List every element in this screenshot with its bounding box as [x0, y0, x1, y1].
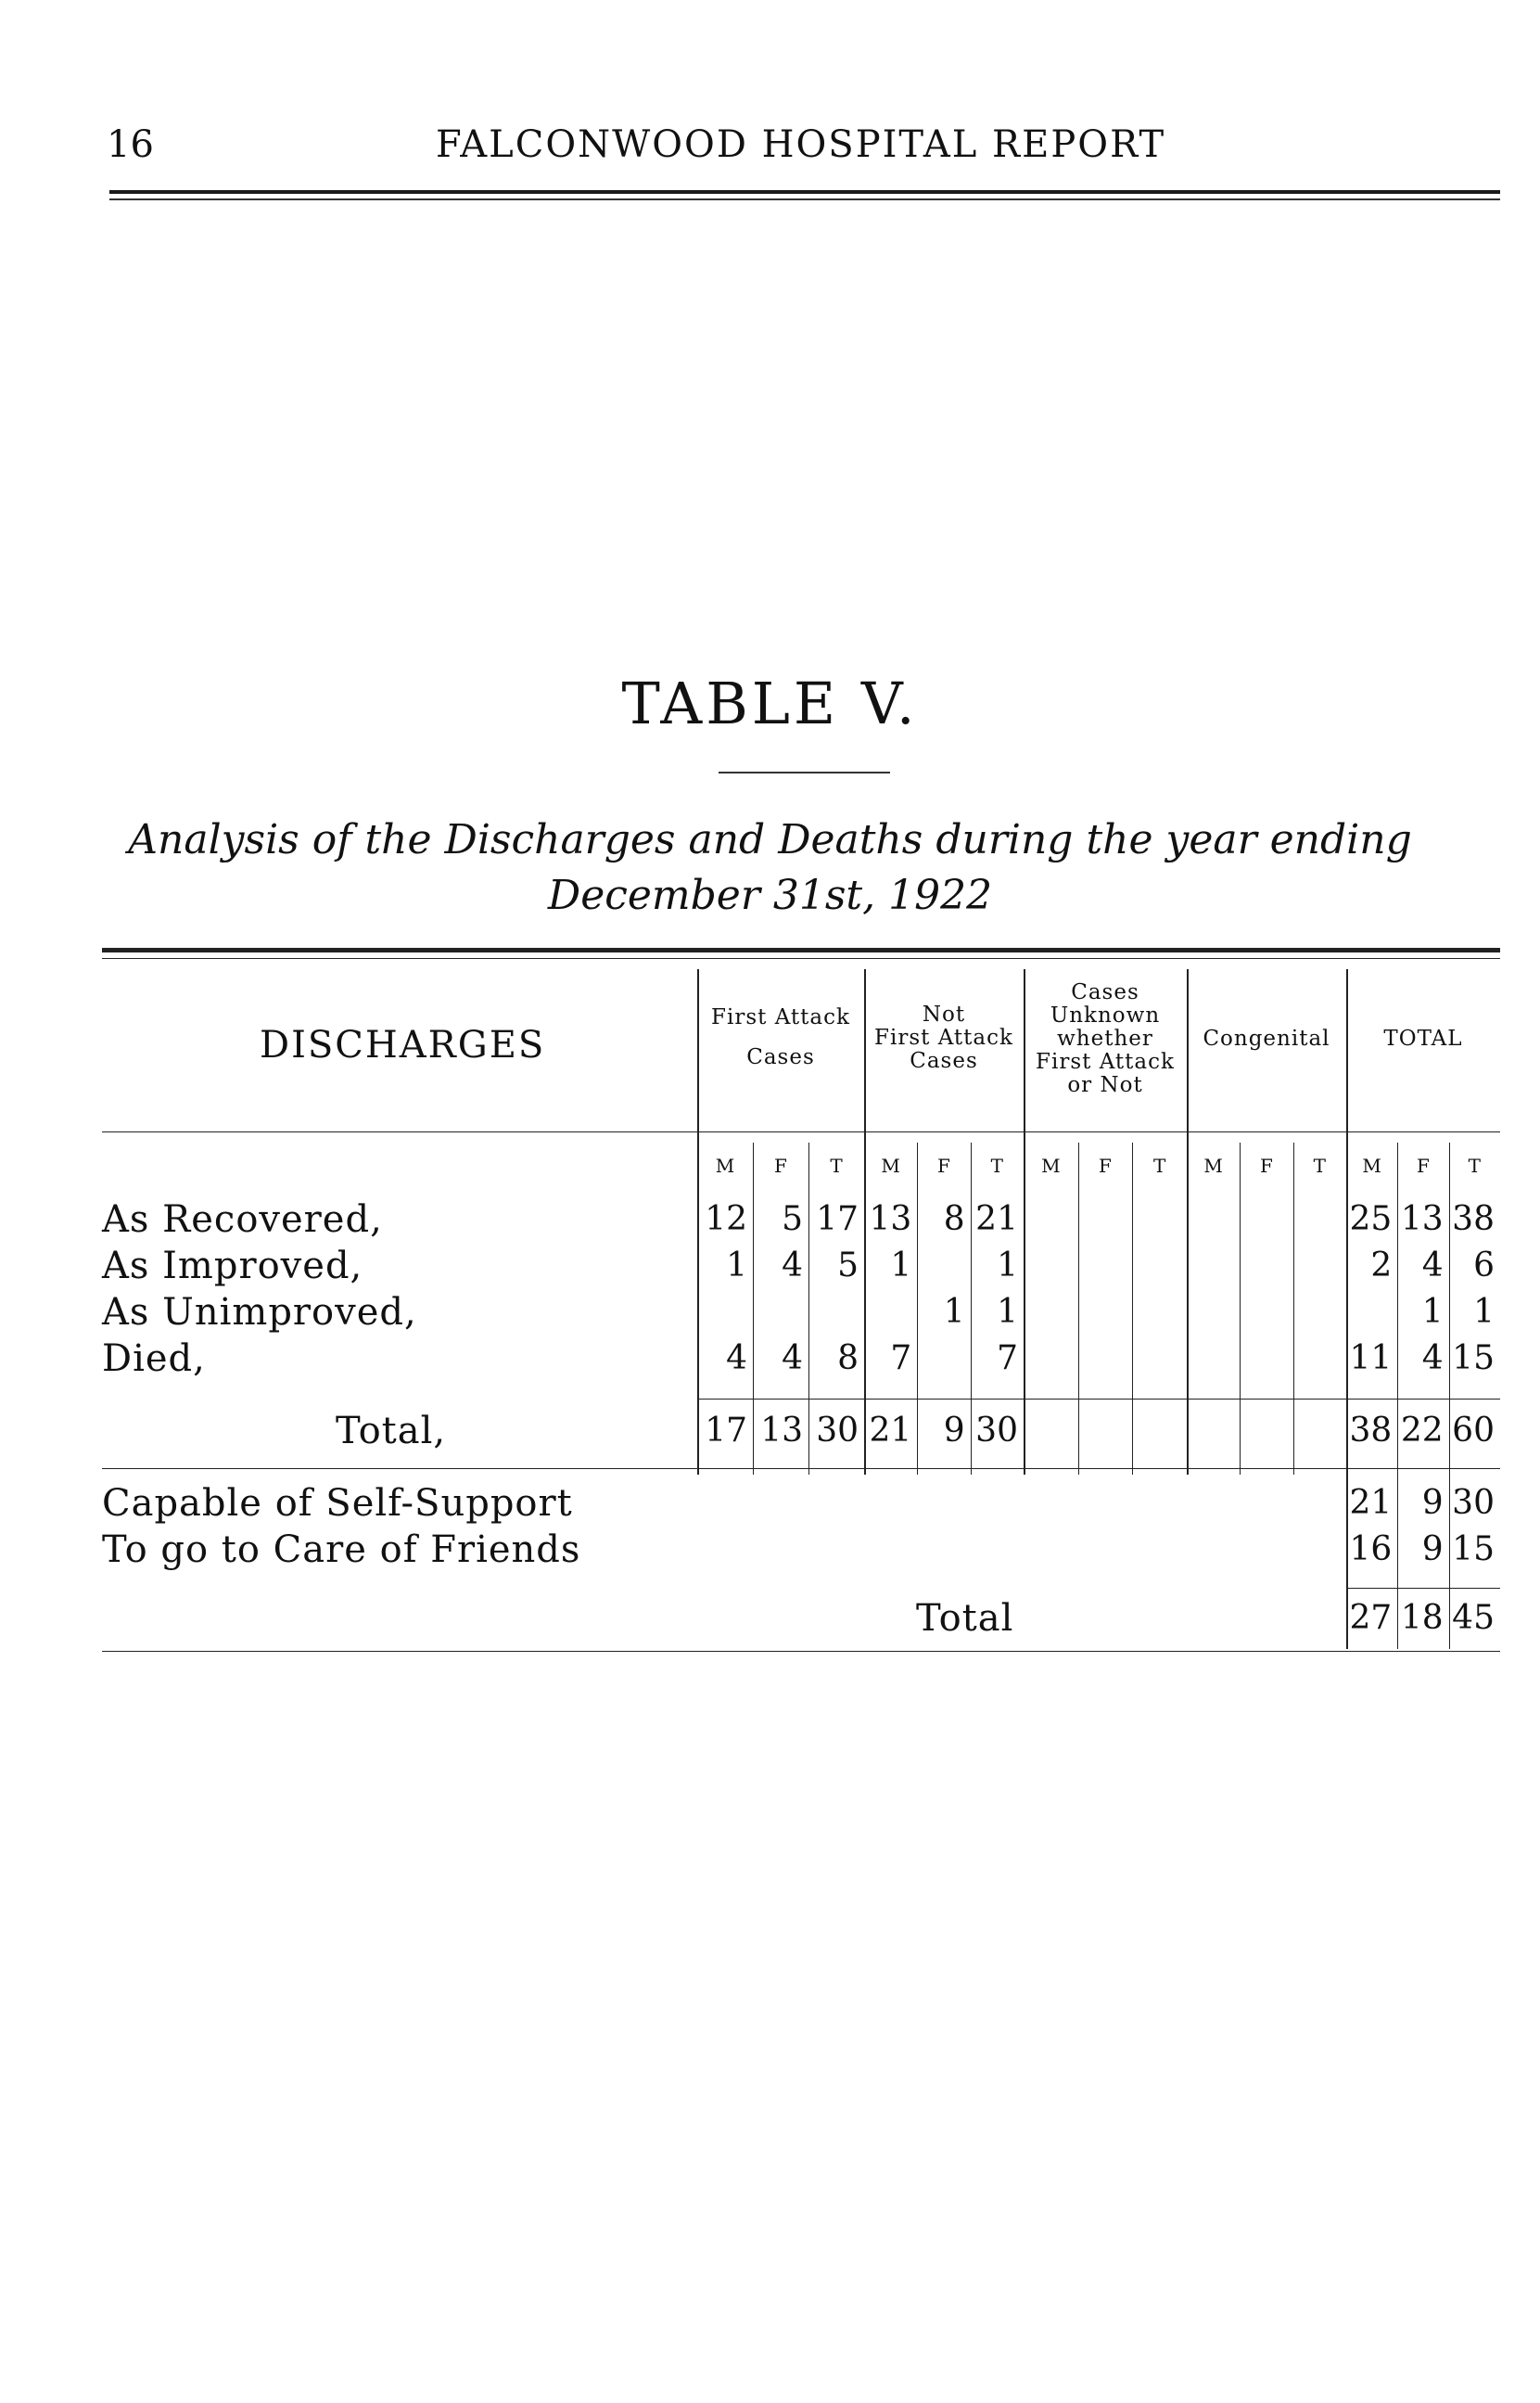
- title-rule: [719, 772, 890, 773]
- table-bottom-rule: [102, 1651, 1500, 1652]
- footer-sub-divider: [1449, 1468, 1450, 1649]
- total-row-cell: 30: [975, 1412, 1018, 1450]
- sub-header-f: F: [1260, 1155, 1273, 1177]
- footer-sub-divider: [1397, 1468, 1398, 1649]
- sub-header-f: F: [1099, 1155, 1112, 1177]
- group-divider: [1346, 969, 1348, 1475]
- group-total: TOTAL: [1383, 1027, 1463, 1051]
- sub-header-t: T: [1152, 1155, 1166, 1177]
- header-rule-thin: [109, 198, 1500, 200]
- row-3-cell: 4: [726, 1339, 747, 1377]
- total-row-cell: 13: [760, 1412, 803, 1450]
- total-row-cell: 22: [1400, 1412, 1444, 1450]
- total-row-cell: 21: [869, 1412, 912, 1450]
- row-0-cell: 21: [975, 1200, 1018, 1238]
- footer-care-of-friends-cell: 15: [1452, 1530, 1495, 1568]
- header-rule: [109, 190, 1500, 194]
- sub-header-t: T: [830, 1155, 843, 1177]
- group-divider: [1187, 969, 1189, 1475]
- footer-total-label: Total: [916, 1597, 1014, 1640]
- row-1-cell: 4: [782, 1246, 803, 1285]
- row-label-unimproved: As Unimproved,: [102, 1291, 417, 1334]
- table-top-rule: [102, 948, 1500, 952]
- total-row-cell: 30: [816, 1412, 859, 1450]
- sub-header-m: M: [881, 1155, 900, 1177]
- row-0-cell: 13: [869, 1200, 912, 1238]
- sub-divider: [917, 1143, 918, 1475]
- row-label-total: Total,: [336, 1410, 447, 1452]
- total-row-cell: 38: [1349, 1412, 1393, 1450]
- row-2-cell: 1: [997, 1293, 1018, 1331]
- sub-header-m: M: [715, 1155, 735, 1177]
- sub-divider: [753, 1143, 754, 1475]
- running-title: FALCONWOOD HOSPITAL REPORT: [436, 123, 1166, 166]
- table-top-rule-thin: [102, 958, 1500, 959]
- footer-total-cell: 27: [1349, 1599, 1393, 1637]
- row-label-died: Died,: [102, 1337, 206, 1380]
- footer-care-of-friends-cell: 16: [1349, 1530, 1393, 1568]
- row-1-cell: 4: [1421, 1246, 1444, 1285]
- sub-header-t: T: [1313, 1155, 1326, 1177]
- row-1-cell: 1: [997, 1246, 1018, 1285]
- sub-header-m: M: [1203, 1155, 1223, 1177]
- row-1-cell: 1: [726, 1246, 747, 1285]
- sub-header-m: M: [1041, 1155, 1061, 1177]
- row-0-cell: 8: [943, 1200, 965, 1238]
- sub-header-t: T: [1468, 1155, 1481, 1177]
- sub-divider: [1240, 1143, 1241, 1475]
- total-row-cell: 17: [705, 1412, 747, 1450]
- group-divider: [697, 969, 699, 1475]
- total-bottom-rule: [102, 1468, 1500, 1469]
- row-3-cell: 15: [1452, 1339, 1495, 1377]
- row-0-cell: 25: [1349, 1200, 1393, 1238]
- group-first-attack: First Attack Cases: [711, 1005, 850, 1069]
- row-2-cell: 1: [1473, 1293, 1495, 1331]
- sub-divider: [971, 1143, 972, 1475]
- row-0-cell: 12: [705, 1200, 747, 1238]
- caption-line-2: December 31st, 1922: [547, 872, 993, 919]
- row-3-cell: 4: [782, 1339, 803, 1377]
- row-0-cell: 5: [782, 1200, 803, 1238]
- row-label-recovered: As Recovered,: [102, 1198, 383, 1241]
- row-1-cell: 2: [1370, 1246, 1393, 1285]
- total-row-cell: 9: [943, 1412, 965, 1450]
- row-3-cell: 7: [890, 1339, 912, 1377]
- sub-header-t: T: [990, 1155, 1003, 1177]
- row-header: DISCHARGES: [260, 1024, 546, 1067]
- row-0-cell: 13: [1400, 1200, 1444, 1238]
- footer-self-support-cell: 21: [1349, 1484, 1393, 1522]
- group-congenital: Congenital: [1203, 1027, 1330, 1051]
- page-number: 16: [107, 123, 154, 166]
- footer-divider: [1346, 1468, 1348, 1649]
- sub-divider: [808, 1143, 809, 1475]
- sub-divider: [1293, 1143, 1294, 1475]
- footer-care-of-friends-cell: 9: [1421, 1530, 1444, 1568]
- sub-divider: [1449, 1143, 1450, 1475]
- total-top-rule: [697, 1399, 1500, 1400]
- footer-self-support-cell: 30: [1452, 1484, 1495, 1522]
- sub-header-f: F: [937, 1155, 950, 1177]
- footer-total-cell: 45: [1452, 1599, 1495, 1637]
- group-unknown: Cases Unknown whether First Attack or Not: [1036, 980, 1175, 1097]
- row-3-cell: 4: [1421, 1339, 1444, 1377]
- row-3-cell: 7: [997, 1339, 1018, 1377]
- sub-header-f: F: [1417, 1155, 1430, 1177]
- footer-total-cell: 18: [1400, 1599, 1444, 1637]
- row-0-cell: 38: [1452, 1200, 1495, 1238]
- total-row-cell: 60: [1452, 1412, 1495, 1450]
- header-separator: [102, 1131, 1500, 1132]
- caption-line-1: Analysis of the Discharges and Deaths during the year ending: [128, 816, 1412, 863]
- footer-total-rule: [1346, 1588, 1500, 1589]
- table-title: TABLE V.: [621, 670, 919, 737]
- sub-divider: [1397, 1143, 1398, 1475]
- sub-header-f: F: [774, 1155, 787, 1177]
- footer-self-support-cell: 9: [1421, 1484, 1444, 1522]
- row-0-cell: 17: [816, 1200, 859, 1238]
- sub-divider: [1078, 1143, 1079, 1475]
- row-1-cell: 6: [1473, 1246, 1495, 1285]
- footer-label-care-of-friends: To go to Care of Friends: [102, 1528, 581, 1571]
- row-3-cell: 11: [1349, 1339, 1393, 1377]
- row-1-cell: 1: [890, 1246, 912, 1285]
- sub-header-m: M: [1362, 1155, 1381, 1177]
- sub-divider: [1132, 1143, 1133, 1475]
- group-not-first-attack: Not First Attack Cases: [874, 1003, 1013, 1073]
- group-divider: [1024, 969, 1025, 1475]
- footer-label-self-support: Capable of Self-Support: [102, 1482, 573, 1525]
- row-label-improved: As Improved,: [102, 1245, 363, 1287]
- group-divider: [864, 969, 866, 1475]
- row-3-cell: 8: [837, 1339, 859, 1377]
- row-2-cell: 1: [1421, 1293, 1444, 1331]
- row-1-cell: 5: [837, 1246, 859, 1285]
- row-2-cell: 1: [943, 1293, 965, 1331]
